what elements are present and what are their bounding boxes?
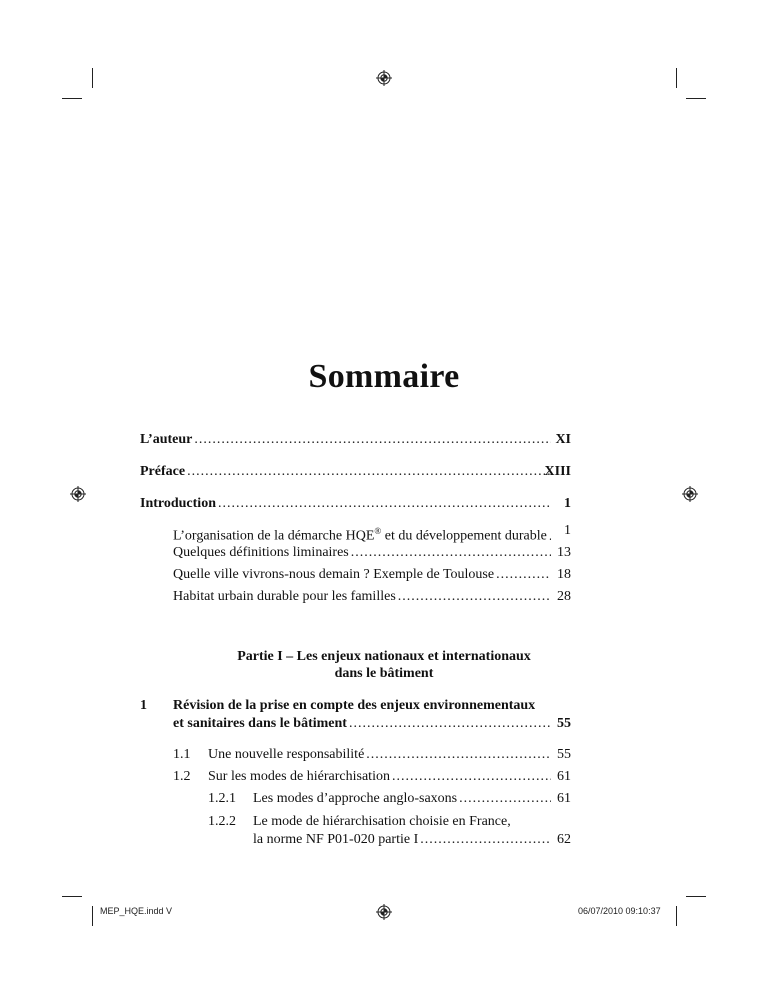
part-title-line2: dans le bâtiment [334,666,434,681]
toc-entry-page: 13 [557,545,571,560]
registered-mark: ® [374,526,382,536]
toc-intro-item [173,544,553,562]
registration-mark-icon [376,904,392,920]
slug-filename: MEP_HQE.indd V [100,906,173,916]
registration-mark-icon [70,486,86,502]
toc-entry-label: L’auteur [140,432,193,447]
toc-entry-label: Une nouvelle responsabilité [208,747,365,762]
toc-intro-item [173,588,553,606]
leader-dots [398,588,551,606]
page-title: Sommaire [308,358,460,395]
toc-entry-page: 1 [564,523,571,538]
crop-mark [62,98,82,99]
toc-entry-page: 55 [557,747,571,762]
toc-entry-preface [140,463,553,481]
toc-entry-label-line1: Le mode de hiérarchisation choisie en France, [253,814,511,829]
toc-entry-introduction [140,495,553,513]
chapter-title-line2-row [173,715,553,733]
toc-section [208,768,553,786]
toc-entry-label: Quelques définitions liminaires [173,545,349,560]
leader-dots [351,544,551,562]
chapter-number: 1 [140,698,147,713]
toc-entry-label-tail: et du développement durable [381,528,547,544]
part-title-line1: Partie I – Les enjeux nationaux et internationaux [237,649,531,664]
crop-mark [92,68,93,88]
crop-mark [92,906,93,926]
toc-intro-item [173,566,553,584]
chapter-title-line2: et sanitaires dans le bâtiment [173,716,347,731]
toc-entry-label-line2: la norme NF P01-020 partie I [253,832,419,847]
toc-entry-label: Habitat urbain durable pour les familles [173,589,396,604]
crop-mark [676,906,677,926]
crop-mark [676,68,677,88]
toc-entry-page: XIII [544,464,571,479]
crop-mark [686,896,706,897]
toc-entry-label: Introduction [140,496,216,511]
toc-entry-page: XI [555,432,571,447]
toc-entry-page: 28 [557,589,571,604]
toc-entry-label: Préface [140,464,186,479]
section-number: 1.1 [173,747,191,762]
leader-dots [349,715,551,733]
toc-entry-page: 55 [557,716,571,731]
toc-entry-page: 18 [557,567,571,582]
leader-dots [392,768,551,786]
leader-dots [194,431,551,449]
crop-mark [686,98,706,99]
toc-subsection [253,790,553,808]
toc-entry-page: 61 [557,769,571,784]
leader-dots [187,463,551,481]
toc-entry-page: 62 [557,832,571,847]
chapter-title-line1: Révision de la prise en compte des enjeux environnementaux [173,698,536,713]
toc-entry-page: 61 [557,791,571,806]
subsection-number: 1.2.2 [208,814,236,829]
toc-entry-label: L’organisation de la démarche HQE [173,528,375,544]
toc-entry-label: Sur les modes de hiérarchisation [208,769,390,784]
section-number: 1.2 [173,769,191,784]
crop-mark [62,896,82,897]
registration-mark-icon [376,70,392,86]
toc-entry-auteur [140,431,553,449]
leader-dots [366,746,551,764]
toc-subsection [253,831,553,849]
toc-section [208,746,553,764]
leader-dots [218,495,551,513]
subsection-number: 1.2.1 [208,791,236,806]
slug-timestamp: 06/07/2010 09:10:37 [578,906,661,916]
toc-entry-page: 1 [564,496,571,511]
toc-intro-item [173,522,553,546]
toc-entry-label: Les modes d’approche anglo-saxons [253,791,458,806]
registration-mark-icon [682,486,698,502]
toc-entry-label: Quelle ville vivrons-nous demain ? Exemple de Toulouse [173,567,495,582]
